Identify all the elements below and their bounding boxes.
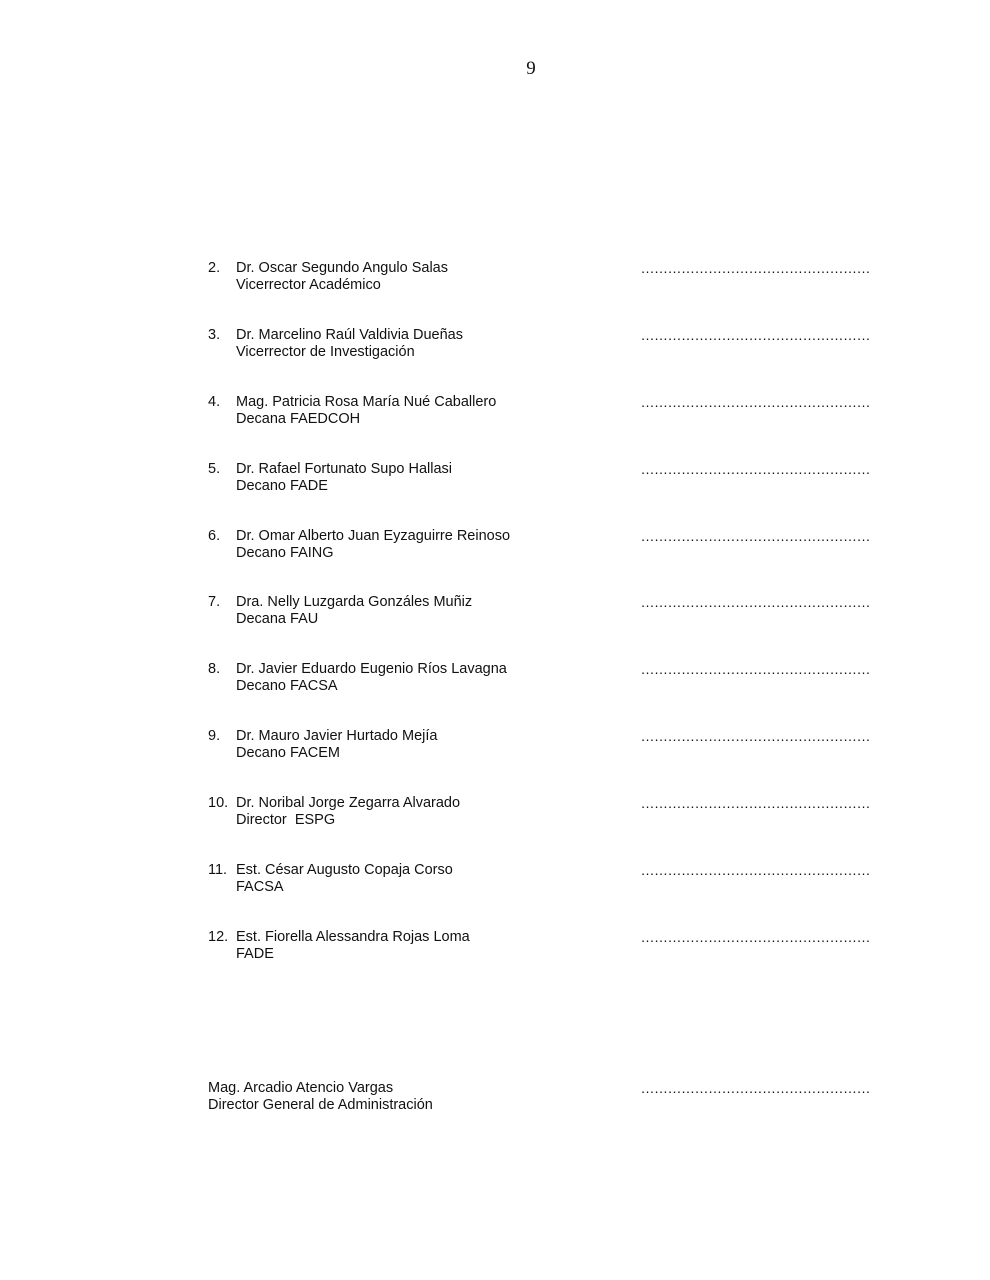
signatory-role: Decano FACEM [236,745,340,761]
signatory-role: FADE [236,946,274,962]
signatory-number: 7. [208,594,221,610]
signature-line: …………………………………………… [640,461,870,477]
signatory-role: Vicerrector Académico [236,277,381,293]
signature-line: …………………………………………… [640,1080,870,1096]
signatory-row [208,528,870,568]
signatory-name: Est. Fiorella Alessandra Rojas Loma [236,929,470,945]
signatory-role: Decano FACSA [236,678,338,694]
signatory-name: Dr. Noribal Jorge Zegarra Alvarado [236,795,461,811]
signatory-number: 3. [208,327,221,343]
signatory-name: Mag. Patricia Rosa María Nué Caballero [236,394,497,410]
signature-line: …………………………………………… [640,528,870,544]
signatory-number: 5. [208,461,221,477]
signatory-name: Mag. Arcadio Atencio Vargas [208,1080,394,1096]
signatory-row [208,260,870,300]
signatory-row [208,661,870,701]
signatory-number: 2. [208,260,221,276]
signatory-number: 4. [208,394,221,410]
signatory-name: Dr. Oscar Segundo Angulo Salas [236,260,448,276]
signatory-role: Decana FAEDCOH [236,411,361,427]
signatory-row [208,461,870,501]
signatory-number: 11. [208,862,228,878]
signatory-role: Decano FAING [236,545,334,561]
signature-line: …………………………………………… [640,661,870,677]
signature-line: …………………………………………… [640,327,870,343]
signature-line: …………………………………………… [640,260,870,276]
signatory-name: Dr. Marcelino Raúl Valdivia Dueñas [236,327,464,343]
signatory-role: Decano FADE [236,478,328,494]
signatory-number: 10. [208,795,229,811]
signatory-number: 9. [208,728,221,744]
signatory-row [208,327,870,367]
signatory-role: Director ESPG [236,812,336,828]
signatory-role: FACSA [236,879,284,895]
signature-line: …………………………………………… [640,594,870,610]
signature-line: …………………………………………… [640,862,870,878]
signatory-number: 12. [208,929,229,945]
page-number: 9 [526,58,536,79]
signature-line: …………………………………………… [640,394,870,410]
signatory-row [208,394,870,434]
signatory-name: Dr. Rafael Fortunato Supo Hallasi [236,461,452,477]
signatory-name: Dra. Nelly Luzgarda Gonzáles Muñiz [236,594,473,610]
signature-line: …………………………………………… [640,929,870,945]
signatory-role: Director General de Administración [208,1097,433,1113]
signatory-row [208,862,870,902]
signatory-name: Dr. Javier Eduardo Eugenio Ríos Lavagna [236,661,507,677]
signatory-name: Dr. Omar Alberto Juan Eyzaguirre Reinoso [236,528,511,544]
signatory-row [208,728,870,768]
signatory-row [208,929,870,969]
signatory-number: 6. [208,528,221,544]
final-signatory-row [208,1080,870,1120]
signature-line: …………………………………………… [640,795,870,811]
signature-line: …………………………………………… [640,728,870,744]
signatory-row [208,594,870,634]
signatory-name: Dr. Mauro Javier Hurtado Mejía [236,728,438,744]
signatory-row [208,795,870,835]
signatory-name: Est. César Augusto Copaja Corso [236,862,453,878]
signatory-role: Vicerrector de Investigación [236,344,415,360]
signatory-number: 8. [208,661,221,677]
signatory-role: Decana FAU [236,611,319,627]
